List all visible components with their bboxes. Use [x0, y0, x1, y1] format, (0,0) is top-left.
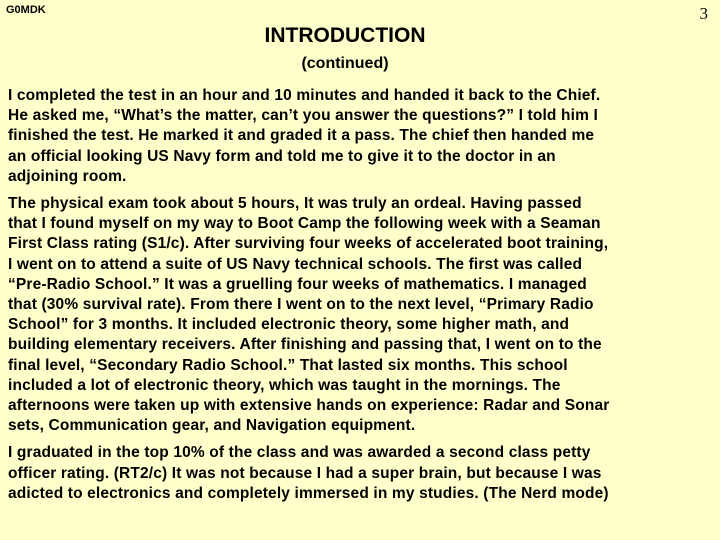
paragraph-2: [8, 194, 714, 436]
paragraph-line: First Class rating (S1/c). After surviving four weeks of accelerated boot training,: [8, 235, 609, 253]
paragraph-line: adjoining room.: [8, 167, 127, 185]
page-number: 3: [699, 4, 708, 23]
paragraph-line: final level, “Secondary Radio School.” That lasted six months. This school: [8, 356, 568, 374]
paragraph-line: afternoons were taken up with extensive hands on experience: Radar and Sonar: [8, 397, 610, 415]
paragraph-3: [8, 443, 714, 504]
paragraph-line: that I found myself on my way to Boot Camp the following week with a Seaman: [8, 215, 601, 233]
paragraph-line: “Pre-Radio School.” It was a gruelling four weeks of mathematics. I managed: [8, 275, 587, 293]
paragraph-line: that (30% survival rate). From there I went on to the next level, “Primary Radio: [8, 296, 594, 314]
paragraph-line: I graduated in the top 10% of the class and was awarded a second class petty: [8, 444, 591, 462]
paragraph-line: building elementary receivers. After finishing and passing that, I went on to the: [8, 336, 602, 354]
paragraph-line: He asked me, “What’s the matter, can’t you answer the questions?” I told him I: [8, 107, 598, 125]
body-text: [8, 86, 714, 511]
paragraph-line: finished the test. He marked it and graded it a pass. The chief then handed me: [8, 127, 595, 145]
page-title: INTRODUCTION: [264, 24, 426, 47]
paragraph-line: I went on to attend a suite of US Navy technical schools. The first was called: [8, 255, 583, 273]
paragraph-line: The physical exam took about 5 hours, It was truly an ordeal. Having passed: [8, 195, 582, 213]
paragraph-line: sets, Communication gear, and Navigation equipment.: [8, 417, 416, 435]
paragraph-line: I completed the test in an hour and 10 minutes and handed it back to the Chief.: [8, 87, 601, 104]
corner-code: G0MDK: [6, 4, 46, 16]
paragraph-line: officer rating. (RT2/c) It was not because I had a super brain, but because I was: [8, 464, 602, 482]
paragraph-line: included a lot of electronic theory, which was taught in the mornings. The: [8, 376, 561, 394]
paragraph-line: School” for 3 months. It included electronic theory, some higher math, and: [8, 316, 570, 334]
paragraph-1: [8, 86, 714, 187]
page-subtitle: (continued): [301, 55, 389, 72]
paragraph-line: adicted to electronics and completely immersed in my studies. (The Nerd mode): [8, 484, 609, 502]
paragraph-line: an official looking US Navy form and told me to give it to the doctor in an: [8, 147, 556, 165]
